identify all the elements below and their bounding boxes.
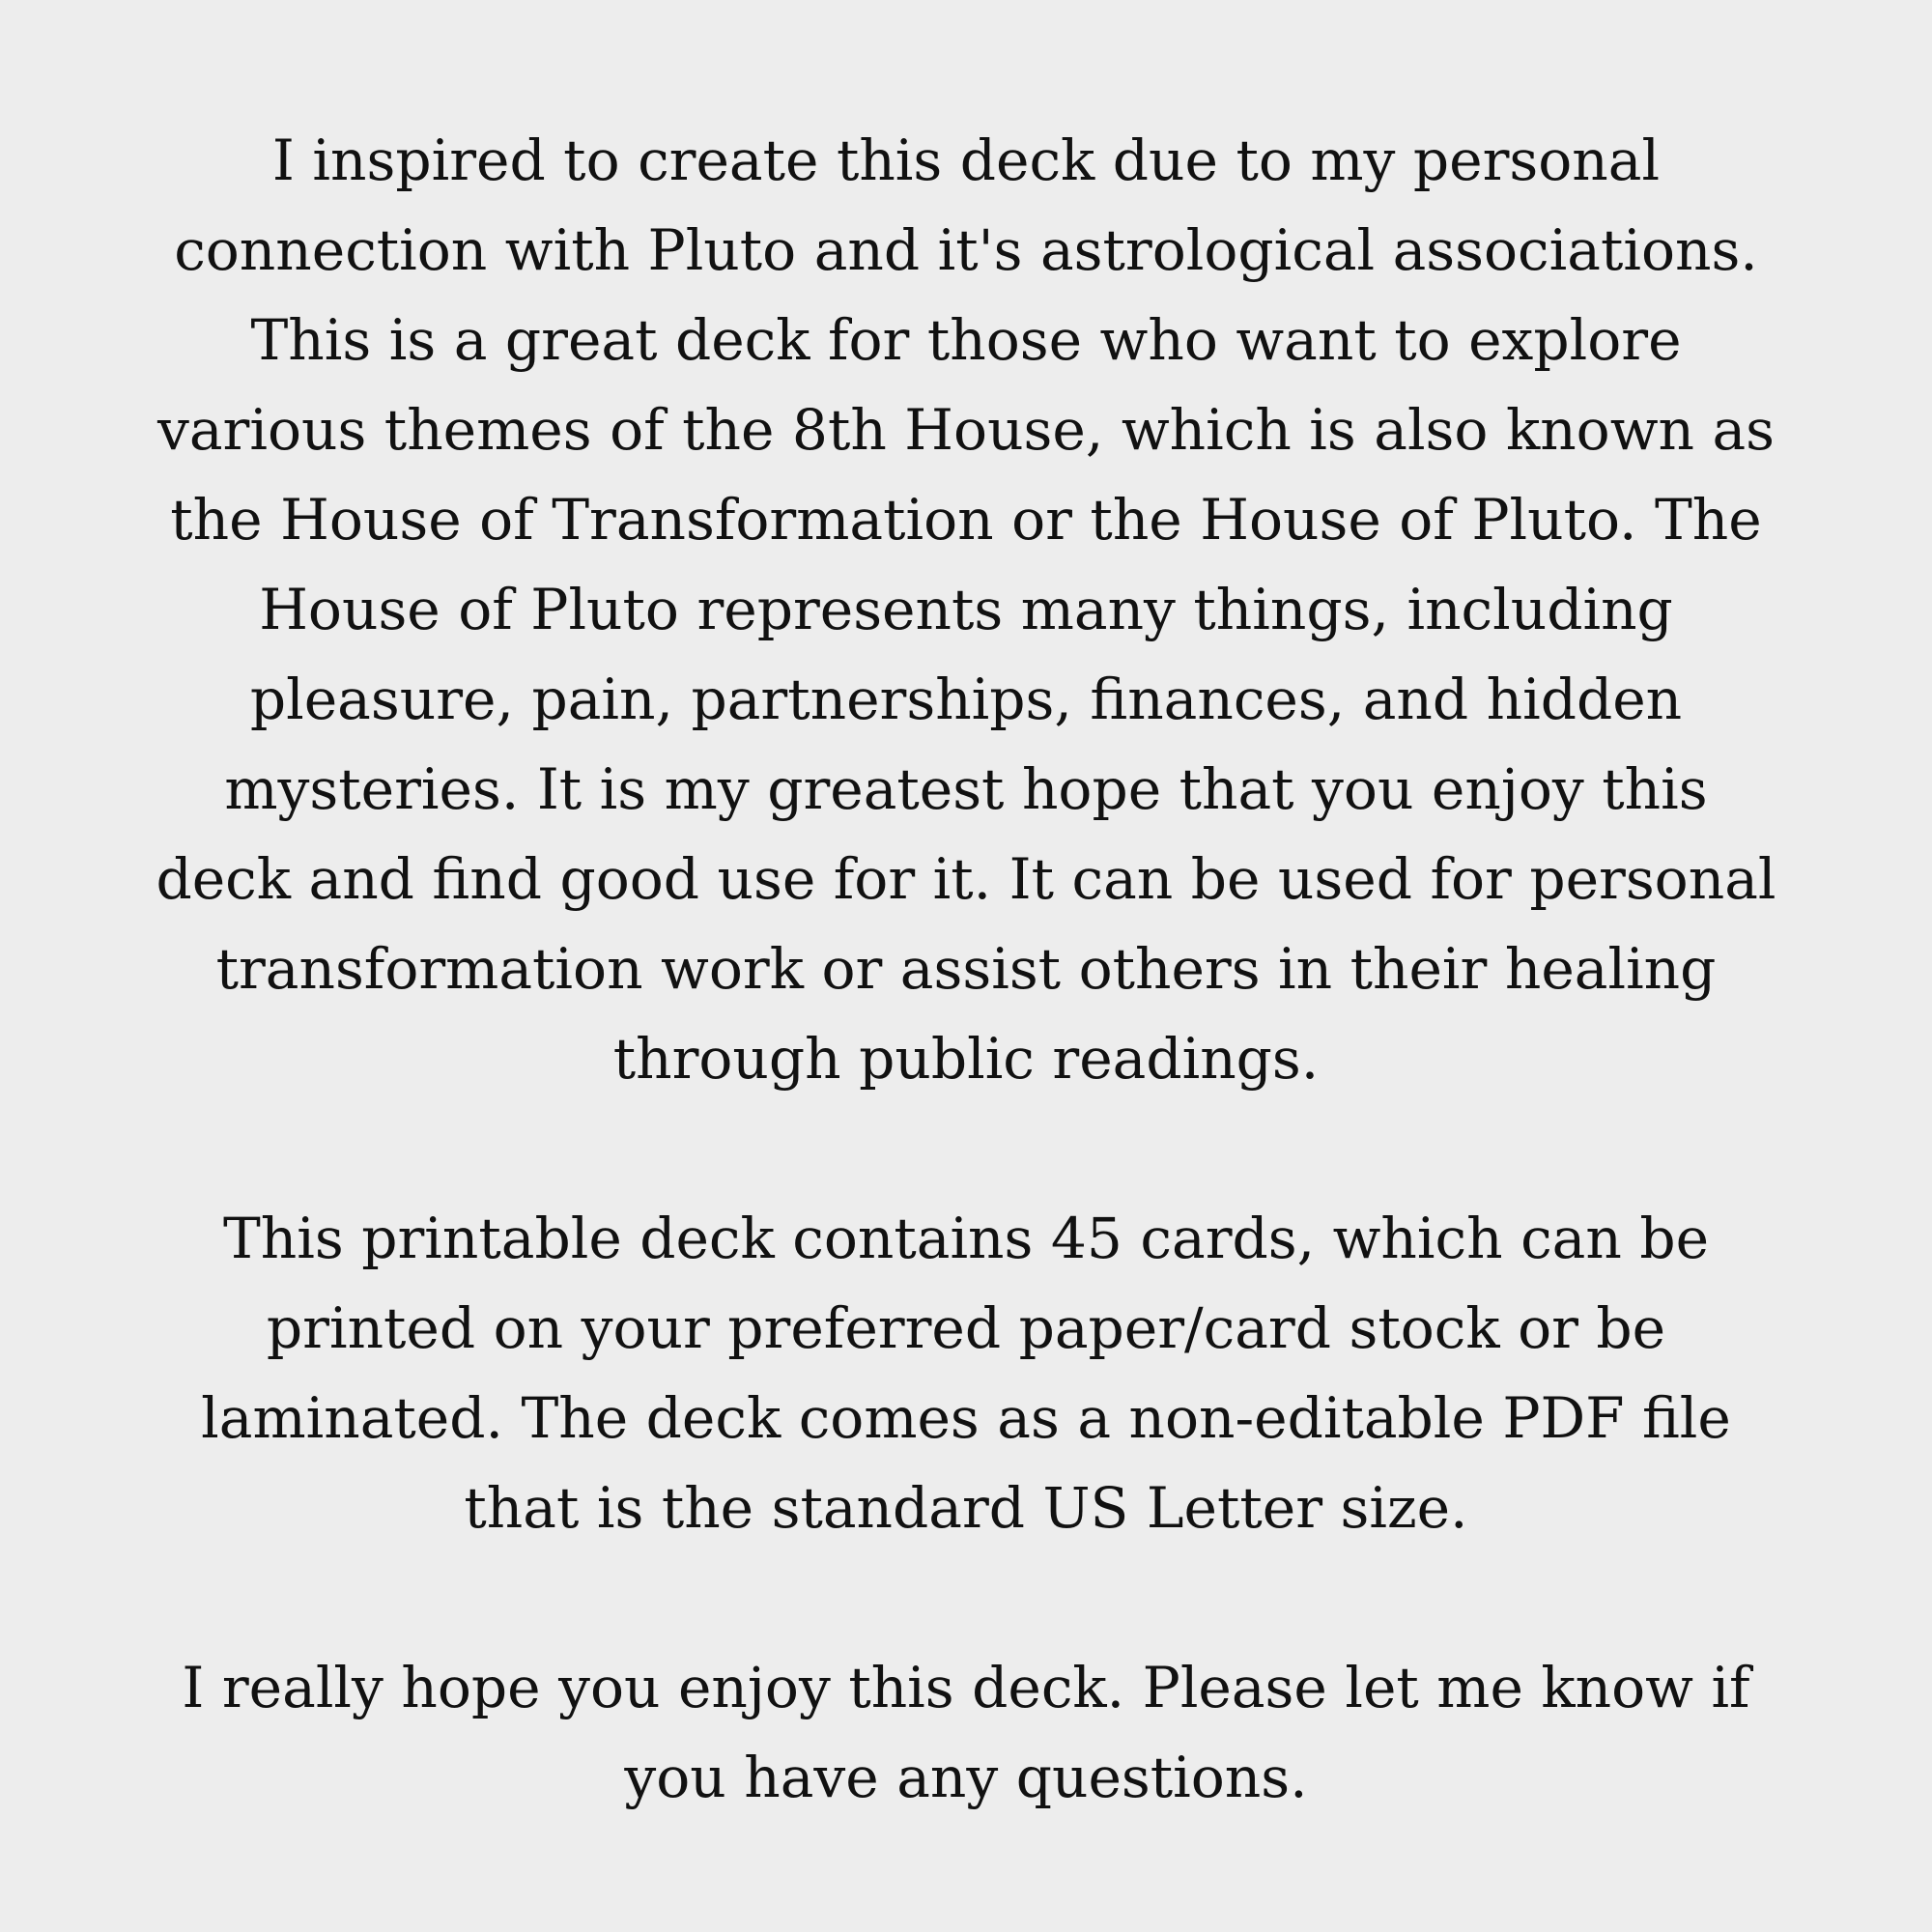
intro-paragraph bbox=[0, 116, 1932, 1104]
text-line: House of Pluto represents many things, including bbox=[259, 577, 1673, 642]
text-line: connection with Pluto and it's astrological associations. bbox=[174, 217, 1758, 283]
text-line: through public readings. bbox=[612, 1026, 1320, 1092]
text-line: This printable deck contains 45 cards, which can be bbox=[222, 1206, 1710, 1271]
text-line: deck and find good use for it. It can be used for personal bbox=[156, 846, 1776, 912]
text-line: transformation work or assist others in their healing bbox=[215, 936, 1717, 1002]
text-line: This is a great deck for those who want to explore bbox=[250, 307, 1682, 373]
text-line: that is the standard US Letter size. bbox=[464, 1475, 1468, 1541]
deck-details-paragraph bbox=[0, 1194, 1932, 1553]
text-line: mysteries. It is my greatest hope that you enjoy this bbox=[224, 756, 1708, 822]
text-line: you have any questions. bbox=[624, 1745, 1308, 1810]
closing-paragraph bbox=[0, 1643, 1932, 1823]
text-line: I really hope you enjoy this deck. Please let me know if bbox=[182, 1655, 1750, 1720]
text-line: the House of Transformation or the House of Pluto. The bbox=[170, 487, 1762, 553]
text-line: pleasure, pain, partnerships, finances, and hidden bbox=[249, 667, 1683, 732]
text-line: various themes of the 8th House, which is also known as bbox=[156, 397, 1776, 463]
text-line: I inspired to create this deck due to my personal bbox=[271, 128, 1661, 193]
text-line: laminated. The deck comes as a non-editable PDF file bbox=[201, 1385, 1731, 1451]
text-line: printed on your preferred paper/card stock or be bbox=[266, 1295, 1666, 1361]
